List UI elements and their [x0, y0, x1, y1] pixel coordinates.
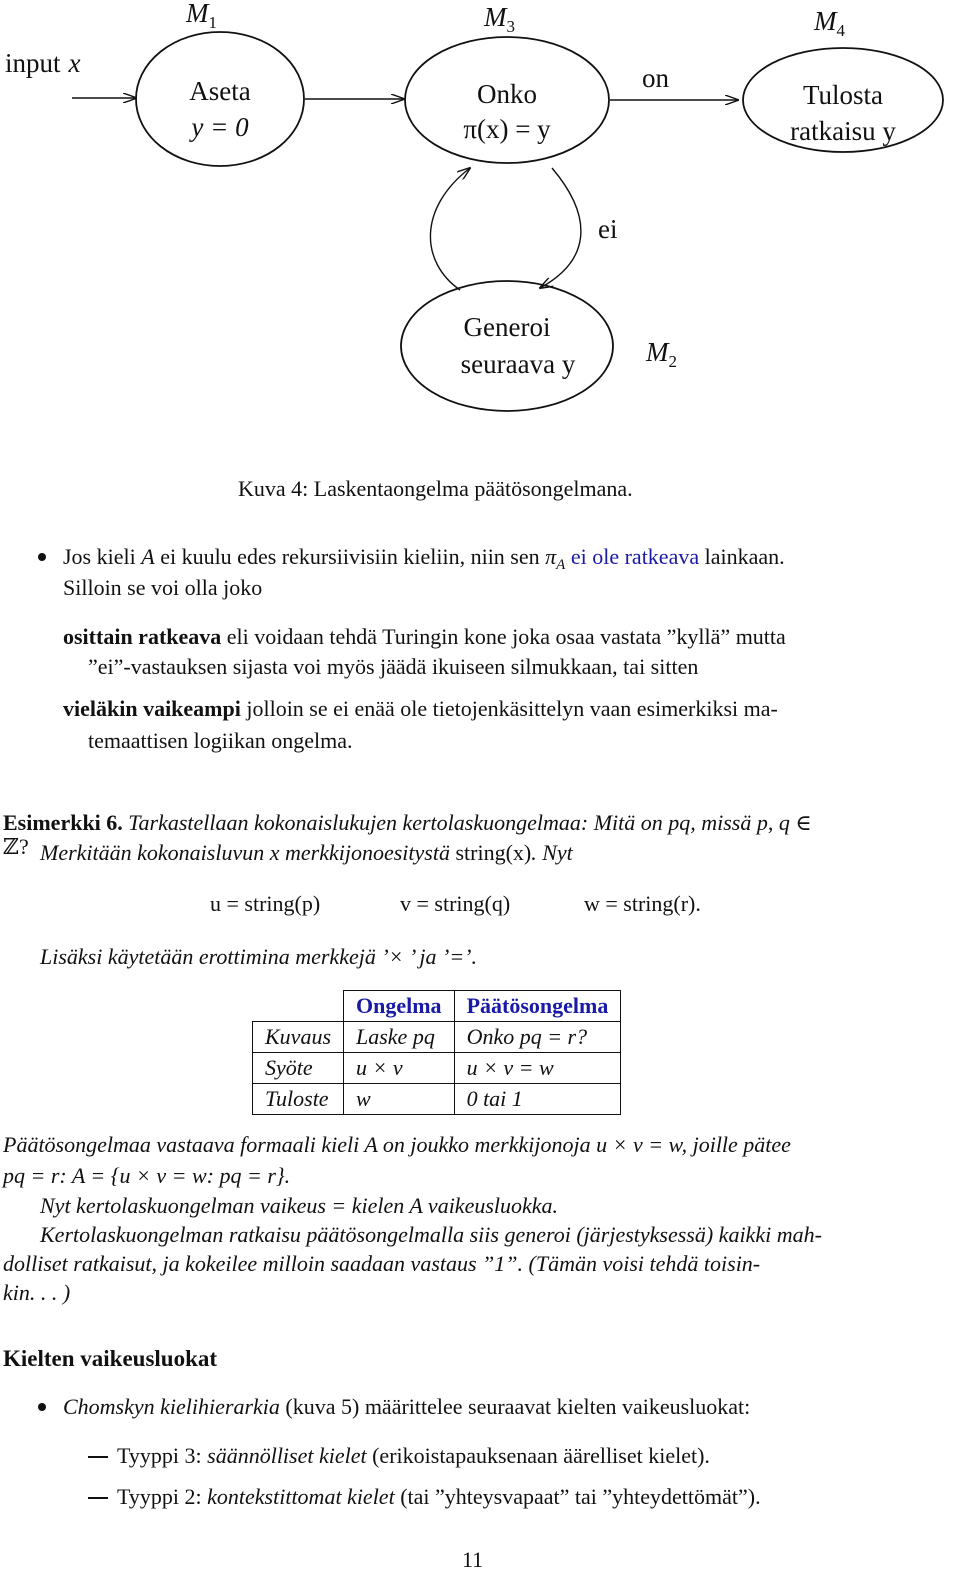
section-title: Kielten vaikeusluokat	[3, 1346, 218, 1371]
label-m1: $M_1$	[186, 0, 217, 32]
def2-line1	[63, 694, 778, 724]
bullet1-pi-sub: A	[556, 557, 566, 573]
def2-term: vieläkin vaikeampi	[63, 696, 241, 721]
bullet1-pre: Jos kieli	[63, 544, 142, 569]
example-label: Esimerkki 6.	[3, 810, 123, 835]
node-generoi	[401, 281, 613, 411]
bullet-dot	[38, 1403, 46, 1411]
bullet1-line2: Silloin se voi olla joko	[63, 575, 263, 600]
arrow-onko-generoi	[540, 168, 581, 288]
sub-bullet-2	[117, 1482, 761, 1512]
table-cell: w	[344, 1084, 455, 1115]
edge-label-on: on	[642, 63, 669, 93]
node-tulosta-line1: Tulosta	[802, 80, 884, 110]
page-number: 11	[462, 1547, 484, 1572]
bullet1-line1	[63, 542, 785, 572]
table-header-paatosongelma: Päätösongelma	[454, 991, 621, 1022]
node-aseta-line1: Aseta	[189, 76, 251, 106]
bullet1-pi: π	[545, 544, 557, 569]
label-m3: $M_3$	[484, 2, 515, 36]
flow-diagram	[0, 0, 960, 440]
def2-line2: temaattisen logiikan ongelma.	[88, 728, 353, 753]
label-m2: $M_2$	[646, 337, 677, 371]
bullet2-rest: (kuva 5) määrittelee seuraavat kielten vaikeusluokat:	[279, 1394, 751, 1419]
table-cell: Kuvaus	[253, 1022, 344, 1053]
equation-v: v = string(q)	[400, 891, 511, 916]
table-header-row	[253, 991, 621, 1022]
dash-bullet	[88, 1456, 108, 1458]
equation-w: w = string(r).	[584, 891, 701, 916]
bullet1-post: lainkaan.	[699, 544, 785, 569]
def1-line1	[63, 622, 786, 652]
bullet2	[63, 1392, 750, 1422]
sub2-rest: (tai ”yhteysvapaat” tai ”yhteydettömät”).	[394, 1484, 761, 1509]
example-line2a: Merkitään kokonaisluvun	[40, 840, 270, 865]
node-onko-line1: Onko	[477, 79, 537, 109]
input-label: input x	[5, 48, 81, 78]
sub1-term: säännölliset kielet	[207, 1443, 367, 1468]
para-line5: dolliset ratkaisut, ja kokeilee milloin saadaan vastaus ”1”. (Tämän voisi tehdä toisin-	[3, 1251, 761, 1276]
example-var-x: x	[269, 840, 280, 865]
para-line6: kin. . . )	[3, 1280, 71, 1305]
example-line3: Lisäksi käytetään erottimina merkkejä ’× ’ ja ’=’.	[40, 944, 478, 969]
example-line1b: ℤ?	[3, 834, 29, 859]
node-generoi-line1: Generoi	[463, 312, 551, 342]
table-cell: u × v = w	[454, 1053, 621, 1084]
table-row	[253, 1084, 621, 1115]
para-line1: Päätösongelmaa vastaava formaali kieli A on joukko merkkijonoja u × v = w, joille pätee	[3, 1132, 791, 1157]
arrow-generoi-onko	[430, 168, 470, 290]
comparison-table	[252, 990, 621, 1115]
sub1-pre: Tyyppi 3:	[117, 1443, 208, 1468]
bullet-dot	[38, 553, 46, 561]
example-string-x: string(x)	[455, 840, 532, 865]
equation-u: u = string(p)	[210, 891, 321, 916]
link-ei-ole-ratkeava[interactable]: ei ole ratkeava	[570, 544, 700, 569]
example-line2	[40, 838, 573, 868]
table-cell: Syöte	[253, 1053, 344, 1084]
label-m4: $M_4$	[814, 6, 845, 40]
table-cell: Tuloste	[253, 1084, 344, 1115]
figure-caption: Kuva 4: Laskentaongelma päätösongelmana.	[238, 476, 633, 501]
bullet1-mid: ei kuulu edes rekursiivisiin kieliin, niin sen	[154, 544, 546, 569]
table-cell: Onko pq = r?	[454, 1022, 621, 1053]
def2-text: jolloin se ei enää ole tietojenkäsittelyn vaan esimerkiksi ma-	[240, 696, 778, 721]
table-cell: 0 tai 1	[454, 1084, 621, 1115]
table-header-ongelma: Ongelma	[344, 991, 455, 1022]
table-header-empty	[253, 991, 344, 1022]
bullet2-term: Chomskyn kielihierarkia	[63, 1394, 280, 1419]
example-line1	[3, 808, 812, 838]
example-line2d: . Nyt	[531, 840, 573, 865]
sub1-rest: (erikoistapauksenaan äärelliset kielet).	[366, 1443, 710, 1468]
edge-label-ei: ei	[598, 214, 618, 244]
sub2-term: kontekstittomat kielet	[207, 1484, 395, 1509]
node-tulosta-line2: ratkaisu y	[790, 116, 896, 146]
para-line4: Kertolaskuongelman ratkaisu päätösongelmalla siis generoi (järjestyksessä) kaikki mah-	[40, 1222, 822, 1247]
node-onko-line2: π(x) = y	[463, 114, 551, 144]
para-line3: Nyt kertolaskuongelman vaikeus = kielen A vaikeusluokka.	[40, 1193, 559, 1218]
def1-text: eli voidaan tehdä Turingin kone joka osaa vastata ”kyllä” mutta	[221, 624, 786, 649]
node-generoi-line2: seuraava y	[460, 349, 576, 379]
dash-bullet	[88, 1497, 108, 1499]
para-line2: pq = r: A = {u × v = w: pq = r}.	[3, 1163, 291, 1188]
example-line2b: merkkijonoesitystä	[279, 840, 456, 865]
table-cell: Laske pq	[344, 1022, 455, 1053]
node-aseta-line2: y = 0	[191, 112, 249, 142]
sub2-pre: Tyyppi 2:	[117, 1484, 208, 1509]
table-row	[253, 1053, 621, 1084]
bullet1-var-a: A	[141, 544, 155, 569]
def1-line2: ”ei”-vastauksen sijasta voi myös jäädä ikuiseen silmukkaan, tai sitten	[88, 654, 699, 679]
sub-bullet-1	[117, 1441, 710, 1471]
table-row	[253, 1022, 621, 1053]
table-cell: u × v	[344, 1053, 455, 1084]
def1-term: osittain ratkeava	[63, 624, 222, 649]
example-question: Tarkastellaan kokonaislukujen kertolaskuongelmaa: Mitä on pq, missä p, q ∈	[122, 810, 812, 835]
